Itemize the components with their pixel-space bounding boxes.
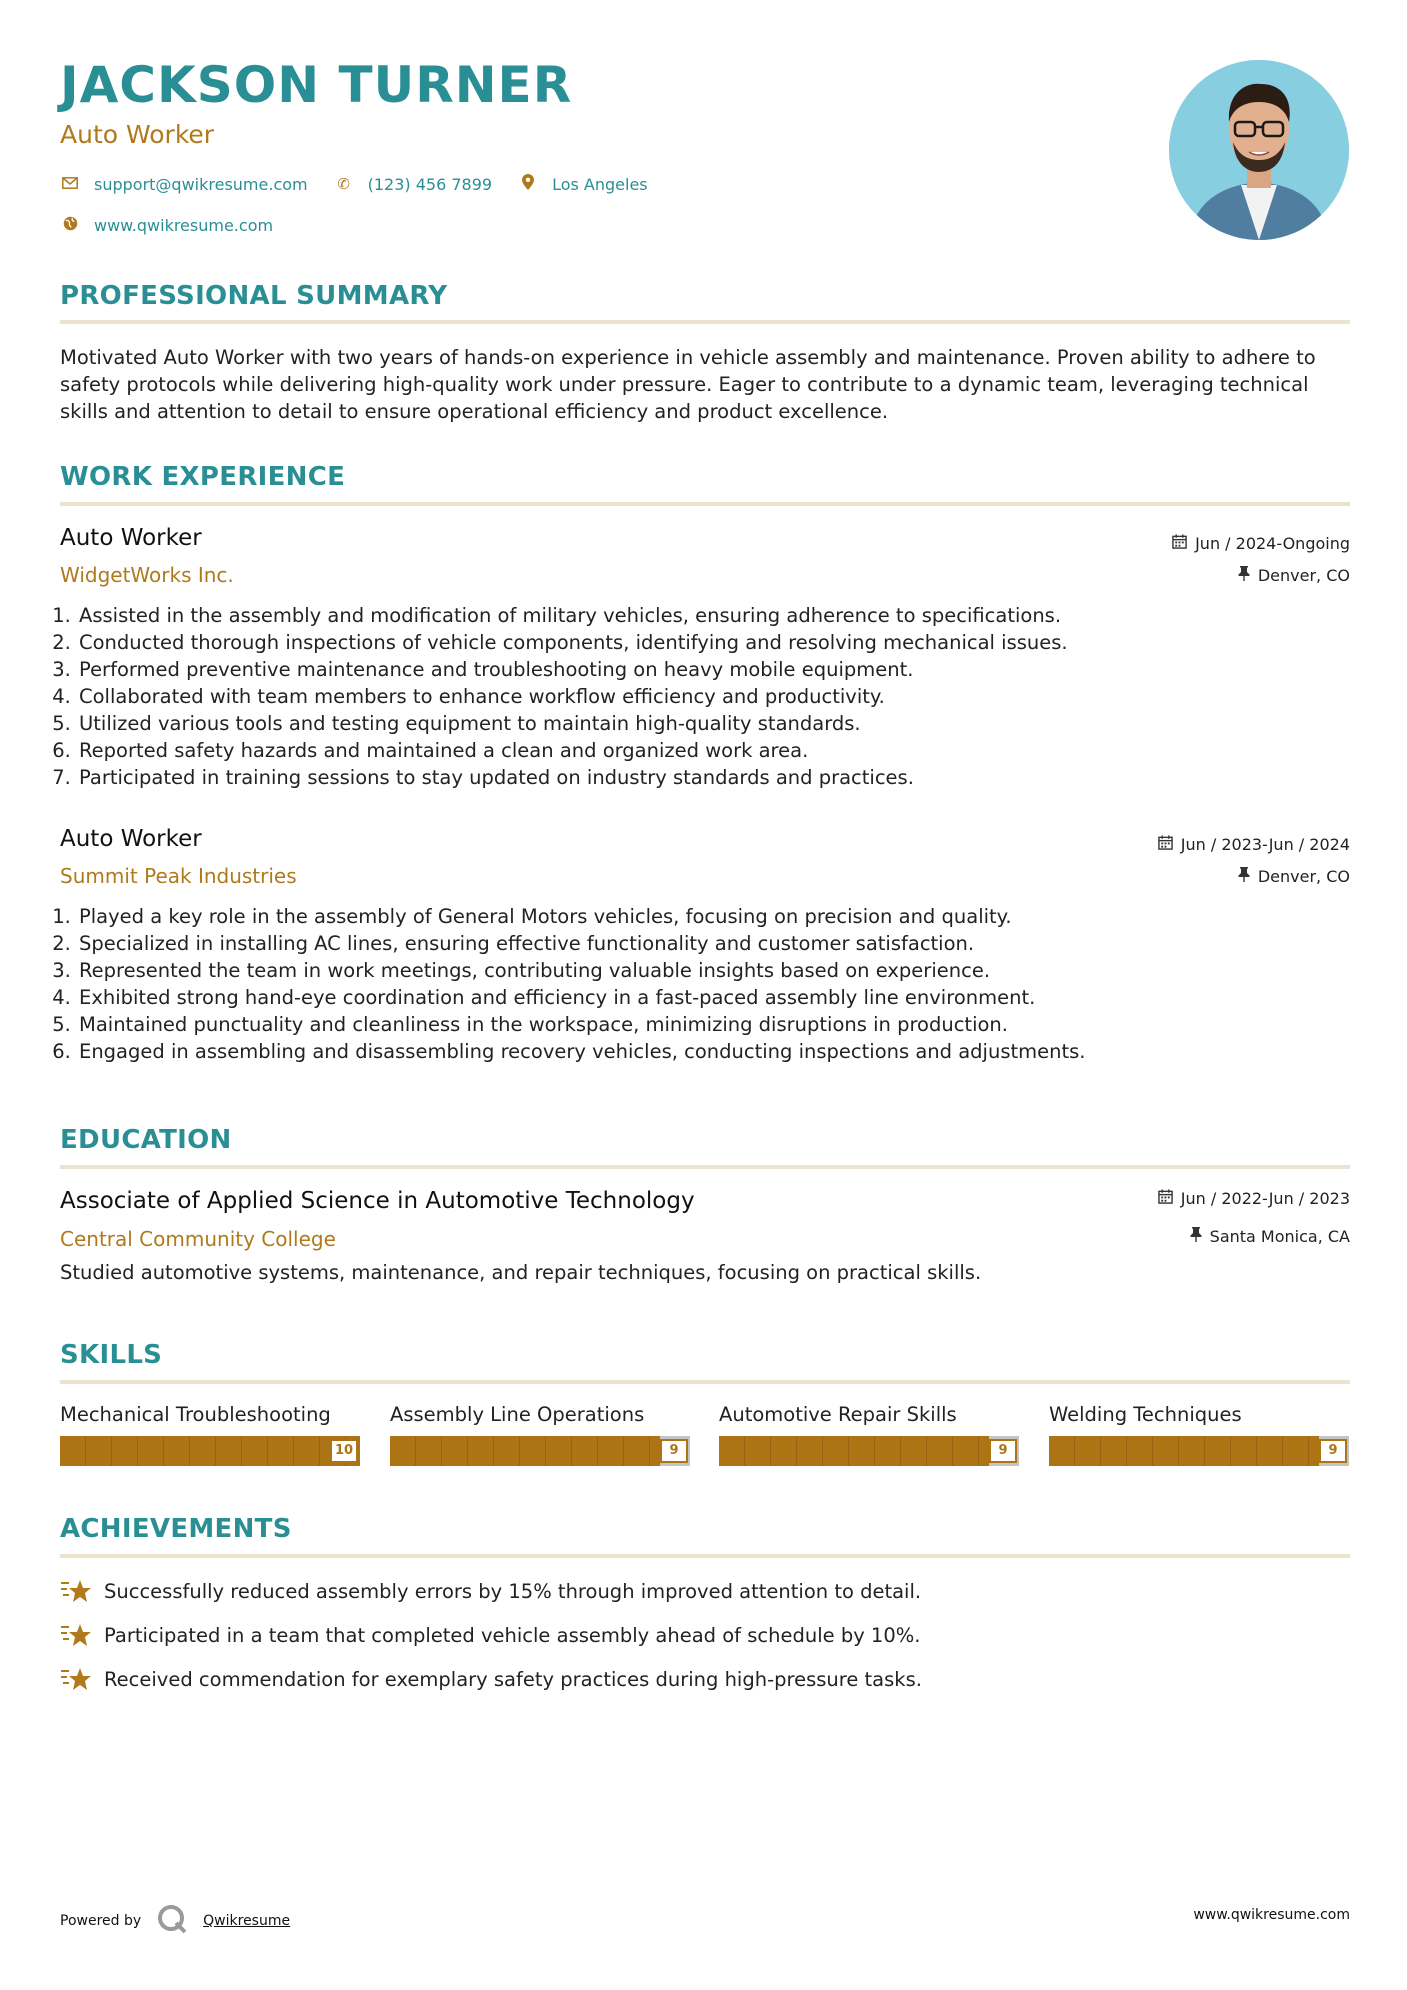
shooting-star-icon — [60, 1665, 92, 1693]
job-bullets — [55, 903, 1357, 1065]
list-item: 6. Engaged in assembling and disassembling recovery vehicles, conducting inspections and adjustments. — [77, 1038, 1357, 1065]
email-text: support@qwikresume.com — [94, 174, 308, 194]
achievement-text: Participated in a team that completed vehicle assembly ahead of schedule by 10%. — [104, 1623, 921, 1647]
skill-score: 9 — [660, 1439, 688, 1463]
contact-email[interactable] — [60, 175, 308, 194]
skill-bar — [390, 1436, 690, 1466]
skill-bar-fill — [60, 1436, 360, 1466]
contact-phone[interactable] — [334, 175, 492, 194]
summary-text: Motivated Auto Worker with two years of hands-on experience in vehicle assembly and maintenance. Proven ability to adhere to safety protocols while delivering high-quality work under pressure. Eager to contribute to a dynamic team, leveraging technical skills and attention to detail to ensure operational efficiency and product excellence. — [60, 346, 1316, 423]
section-divider — [60, 1165, 1350, 1169]
list-item: 2. Conducted thorough inspections of vehicle components, identifying and resolving mechanical issues. — [77, 629, 1357, 656]
section-title-skills: SKILLS — [60, 1340, 163, 1370]
skill-bar — [719, 1436, 1019, 1466]
skill-score: 9 — [1319, 1439, 1347, 1463]
qwikresume-link[interactable]: Qwikresume — [203, 1913, 291, 1929]
phone-text: (123) 456 7899 — [367, 174, 493, 194]
education-location-text: Santa Monica, CA — [1209, 1227, 1350, 1246]
list-item: 4. Exhibited strong hand-eye coordination and efficiency in a fast-paced assembly line environment. — [77, 984, 1357, 1011]
calendar-icon — [1158, 1189, 1173, 1208]
list-item: 6. Reported safety hazards and maintained a clean and organized work area. — [77, 737, 1357, 764]
contact-website[interactable] — [60, 216, 273, 235]
education-description: Studied automotive systems, maintenance, and repair techniques, focusing on practical skills. — [60, 1261, 982, 1284]
section-divider — [60, 502, 1350, 506]
location-text: Los Angeles — [552, 174, 648, 194]
pushpin-icon — [1190, 1227, 1202, 1246]
education-dates-text: Jun / 2022-Jun / 2023 — [1180, 1189, 1350, 1208]
profile-photo — [1169, 60, 1349, 240]
skill-score: 9 — [989, 1439, 1017, 1463]
job-bullets — [55, 602, 1357, 791]
contact-location — [518, 174, 648, 194]
skill-bar-fill — [390, 1436, 660, 1466]
list-item: 5. Utilized various tools and testing equipment to maintain high-quality standards. — [77, 710, 1357, 737]
achievement-item — [60, 1621, 920, 1649]
list-item: 4. Collaborated with team members to enhance workflow efficiency and productivity. — [77, 683, 1357, 710]
candidate-role: Auto Worker — [60, 120, 215, 149]
section-divider — [60, 1380, 1350, 1384]
skill-item — [390, 1403, 690, 1466]
job-company: Summit Peak Industries — [60, 864, 297, 888]
pushpin-icon — [1238, 566, 1250, 585]
skill-bar-fill — [1049, 1436, 1319, 1466]
list-item: 1. Assisted in the assembly and modification of military vehicles, ensuring adherence to specifications. — [77, 602, 1357, 629]
job-dates — [1172, 534, 1350, 553]
section-divider — [60, 1554, 1350, 1558]
achievement-item — [60, 1665, 922, 1693]
list-item: 3. Performed preventive maintenance and troubleshooting on heavy mobile equipment. — [77, 656, 1357, 683]
skill-item — [1049, 1403, 1349, 1466]
education-dates — [1158, 1189, 1350, 1208]
list-item: 3. Represented the team in work meetings, contributing valuable insights based on experience. — [77, 957, 1357, 984]
section-divider — [60, 320, 1350, 324]
job-title: Auto Worker — [60, 525, 202, 551]
calendar-icon — [1158, 835, 1173, 854]
job-location-text: Denver, CO — [1257, 566, 1350, 585]
section-title-education: EDUCATION — [60, 1125, 232, 1155]
contact-row — [60, 174, 674, 194]
list-item: 1. Played a key role in the assembly of General Motors vehicles, focusing on precision and quality. — [77, 903, 1357, 930]
job-dates-text: Jun / 2023-Jun / 2024 — [1180, 835, 1350, 854]
skill-name: Assembly Line Operations — [390, 1403, 645, 1426]
achievement-item — [60, 1577, 921, 1605]
education-location — [1190, 1227, 1350, 1246]
achievement-text: Received commendation for exemplary safety practices during high-pressure tasks. — [104, 1667, 922, 1691]
globe-icon — [60, 216, 80, 235]
job-company: WidgetWorks Inc. — [60, 563, 234, 587]
skill-name: Welding Techniques — [1049, 1403, 1242, 1426]
skill-bar — [60, 1436, 360, 1466]
achievement-text: Successfully reduced assembly errors by 15% through improved attention to detail. — [104, 1579, 922, 1603]
list-item: 5. Maintained punctuality and cleanliness in the workspace, minimizing disruptions in production. — [77, 1011, 1357, 1038]
job-dates — [1158, 835, 1350, 854]
degree-title: Associate of Applied Science in Automotive Technology — [60, 1188, 695, 1214]
map-pin-icon — [518, 174, 538, 194]
job-location-text: Denver, CO — [1257, 867, 1350, 886]
footer-powered-by — [60, 1904, 290, 1938]
job-dates-text: Jun / 2024-Ongoing — [1195, 534, 1350, 553]
job-location — [1238, 867, 1350, 886]
school-name: Central Community College — [60, 1227, 336, 1251]
job-title: Auto Worker — [60, 826, 202, 852]
website-text: www.qwikresume.com — [94, 216, 274, 235]
qwikresume-logo-icon — [157, 1904, 187, 1938]
contact-row-2 — [60, 216, 299, 235]
shooting-star-icon — [60, 1621, 92, 1649]
section-title-experience: WORK EXPERIENCE — [60, 462, 346, 492]
skill-item — [719, 1403, 1019, 1466]
skill-score: 10 — [330, 1439, 358, 1463]
phone-icon: ✆ — [337, 175, 350, 193]
calendar-icon — [1172, 534, 1187, 553]
pushpin-icon — [1238, 867, 1250, 886]
section-title-achievements: ACHIEVEMENTS — [60, 1514, 292, 1544]
envelope-icon — [60, 175, 80, 193]
shooting-star-icon — [60, 1577, 92, 1605]
candidate-name: JACKSON TURNER — [60, 56, 573, 114]
section-title-summary: PROFESSIONAL SUMMARY — [60, 281, 448, 311]
powered-by-text: Powered by — [60, 1913, 142, 1929]
list-item: 2. Specialized in installing AC lines, ensuring effective functionality and customer satisfaction. — [77, 930, 1357, 957]
job-location — [1238, 566, 1350, 585]
skill-name: Automotive Repair Skills — [719, 1403, 957, 1426]
skill-item — [60, 1403, 360, 1466]
skill-bar-fill — [719, 1436, 989, 1466]
list-item: 7. Participated in training sessions to stay updated on industry standards and practices. — [77, 764, 1357, 791]
skill-bar — [1049, 1436, 1349, 1466]
footer-website[interactable]: www.qwikresume.com — [1193, 1907, 1350, 1923]
skill-name: Mechanical Troubleshooting — [60, 1403, 331, 1426]
